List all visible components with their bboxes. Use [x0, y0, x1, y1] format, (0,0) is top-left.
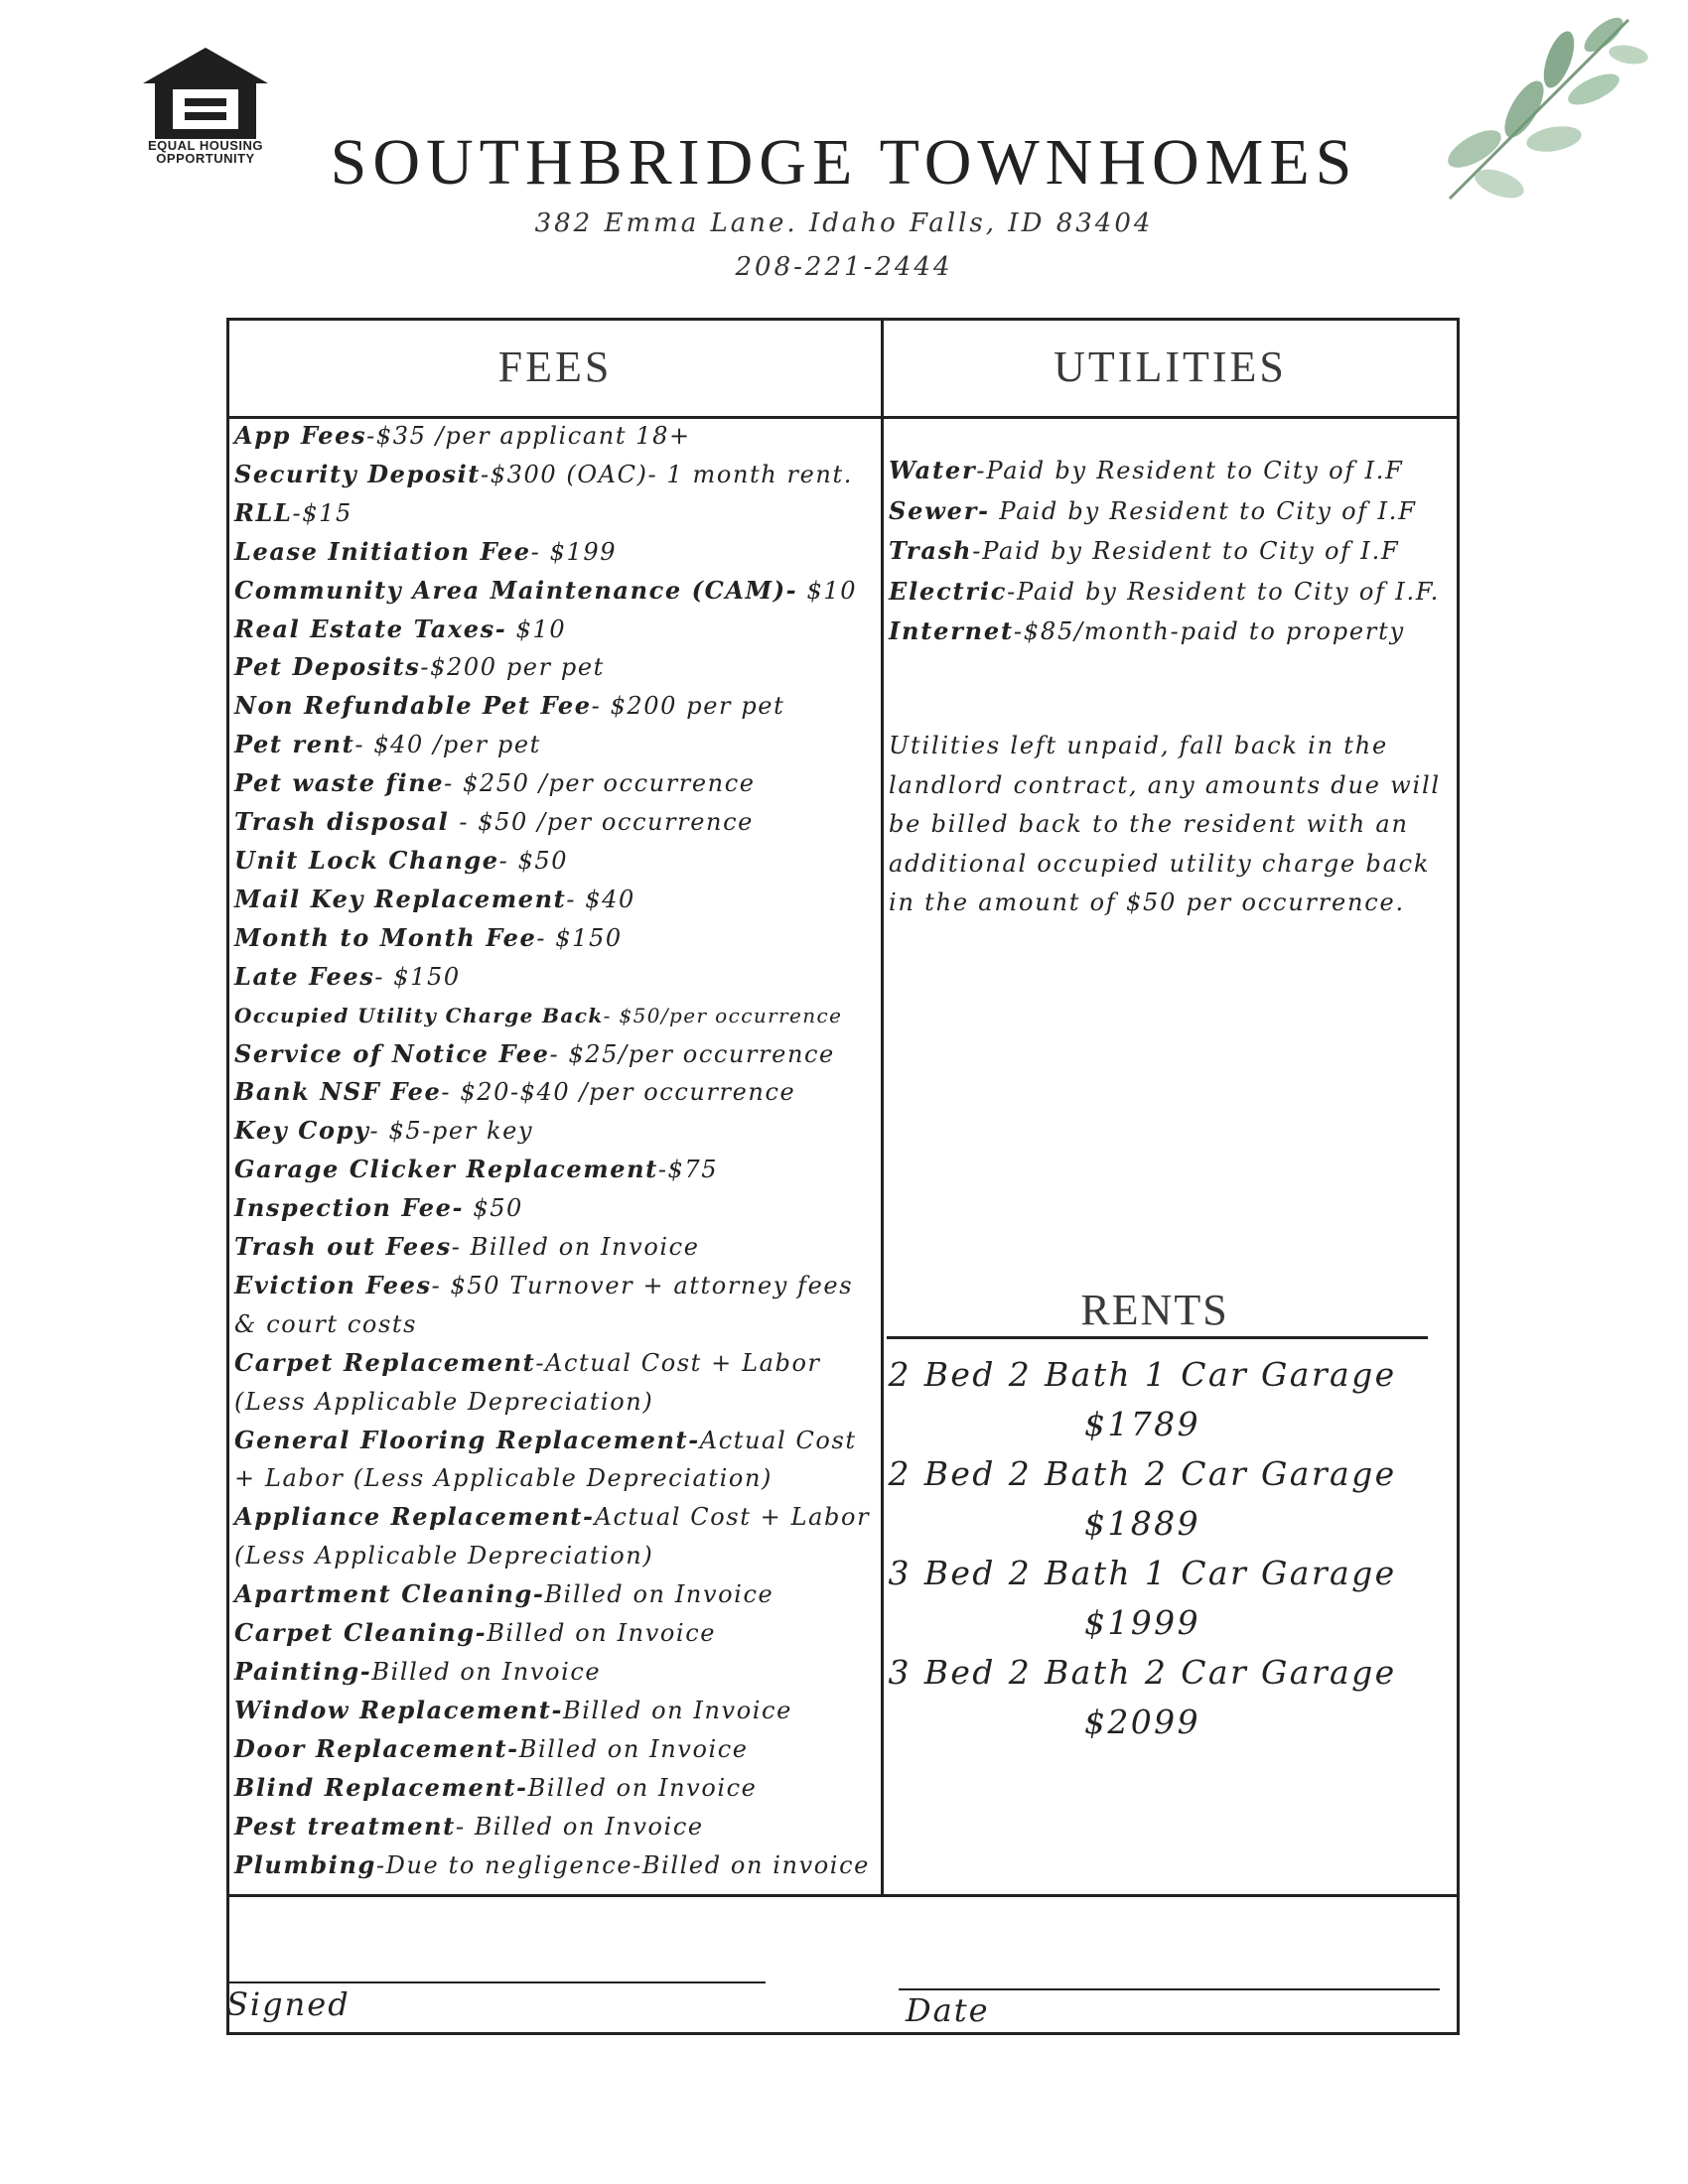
fee-item	[234, 1575, 875, 1614]
utility-item	[889, 491, 1450, 532]
fee-item	[234, 1422, 875, 1499]
fee-item	[234, 1189, 875, 1228]
fee-value: -$300 (OAC)- 1 month rent.	[481, 460, 853, 488]
fee-item	[234, 842, 875, 881]
fee-value: Actual Cost + Labor (Less Applicable Depreciation)	[234, 1426, 857, 1493]
fee-item	[234, 1151, 875, 1189]
fee-label: Apartment Cleaning-	[234, 1579, 545, 1609]
utilities-heading: UTILITIES	[1054, 342, 1287, 391]
fee-value: - $5-per key	[369, 1117, 534, 1146]
fees-list	[234, 417, 875, 1884]
fee-label: Mail Key Replacement	[234, 884, 567, 913]
signed-label: Signed	[226, 1985, 351, 2023]
fee-item	[234, 803, 875, 842]
fee-value: Actual Cost + Labor (Less Applicable Depreciation)	[234, 1503, 871, 1570]
fee-value: Billed on Invoice	[371, 1658, 602, 1686]
fee-item	[234, 726, 875, 764]
rents-list	[887, 1350, 1398, 1747]
fee-value: - $50/per occurrence	[603, 1003, 843, 1027]
fee-value: $10	[797, 576, 858, 605]
fee-item	[234, 1808, 875, 1846]
fee-item	[234, 1769, 875, 1808]
fee-value: - $150	[374, 962, 461, 991]
fee-value: - $50 Turnover + attorney fees & court costs	[234, 1271, 854, 1338]
fee-item	[234, 1344, 875, 1422]
utility-value: -Paid by Resident to City of I.F.	[1007, 577, 1441, 606]
fee-value: - $199	[530, 537, 618, 566]
fee-value: - $150	[536, 923, 623, 952]
rent-unit: 2 Bed 2 Bath 2 Car Garage	[888, 1454, 1397, 1493]
date-label: Date	[906, 1991, 990, 2029]
fee-label: Real Estate Taxes-	[234, 614, 507, 643]
fee-value: - $20-$40 /per occurrence	[441, 1078, 796, 1107]
fee-item	[234, 687, 875, 726]
column-divider	[881, 318, 884, 1896]
fee-label: Key Copy	[234, 1116, 370, 1146]
utility-value: Paid by Resident to City of I.F	[989, 496, 1417, 525]
fee-value: - $250 /per occurrence	[444, 769, 756, 798]
fee-item	[234, 997, 875, 1035]
fee-item	[234, 611, 875, 649]
fee-label: Security Deposit	[234, 459, 481, 488]
fee-item	[234, 572, 875, 611]
fee-item	[234, 1730, 875, 1769]
fee-label: Trash out Fees	[234, 1232, 452, 1262]
fee-label: Blind Replacement-	[234, 1772, 528, 1802]
fee-item	[234, 1692, 875, 1730]
fee-item	[234, 533, 875, 572]
fee-label: Service of Notice Fee	[234, 1038, 550, 1068]
fee-value: -$200 per pet	[420, 653, 605, 682]
fee-value: -Actual Cost + Labor (Less Applicable Depreciation)	[234, 1348, 821, 1416]
property-address: 382 Emma Lane. Idaho Falls, ID 83404	[534, 208, 1154, 238]
fee-item	[234, 1653, 875, 1692]
fee-label: Garage Clicker Replacement	[234, 1155, 658, 1184]
rent-price: $2099	[1084, 1703, 1200, 1741]
fee-value: -$15	[292, 498, 352, 527]
fee-value: - Billed on Invoice	[455, 1812, 704, 1841]
rent-price: $1889	[1084, 1504, 1200, 1543]
rent-unit: 3 Bed 2 Bath 2 Car Garage	[888, 1653, 1397, 1692]
fee-item	[234, 417, 875, 456]
fee-value: - $50	[498, 846, 569, 875]
fee-item	[234, 1498, 875, 1575]
fees-heading: FEES	[497, 342, 613, 391]
fee-label: Lease Initiation Fee	[234, 536, 531, 566]
fee-item	[234, 919, 875, 958]
fee-label: General Flooring Replacement-	[234, 1425, 700, 1454]
fee-item	[234, 494, 875, 533]
fee-label: RLL	[234, 497, 293, 527]
fee-label: Plumbing	[234, 1849, 376, 1879]
fee-label: Carpet Replacement	[234, 1347, 536, 1377]
property-phone: 208-221-2444	[735, 252, 953, 282]
fee-value: -Due to negligence-Billed on invoice	[375, 1850, 870, 1879]
fee-item	[234, 648, 875, 687]
fee-label: Occupied Utility Charge Back	[234, 1003, 604, 1027]
utility-item	[889, 531, 1450, 572]
fee-value: Billed on Invoice	[518, 1734, 749, 1763]
fee-item	[234, 1267, 875, 1344]
fee-value: $10	[506, 614, 567, 643]
fee-label: Painting-	[234, 1657, 372, 1686]
utility-value: -Paid by Resident to City of I.F	[976, 457, 1404, 484]
signature-line[interactable]	[226, 1981, 766, 1983]
utility-label: Electric	[889, 576, 1008, 606]
fee-label: Window Replacement-	[234, 1695, 564, 1724]
rent-unit: 3 Bed 2 Bath 1 Car Garage	[888, 1554, 1397, 1592]
fee-label: Bank NSF Fee	[234, 1077, 442, 1107]
fee-item	[234, 456, 875, 494]
utility-label: Trash	[889, 536, 973, 565]
fee-item	[234, 958, 875, 997]
fee-item	[234, 1112, 875, 1151]
utility-label: Internet	[889, 616, 1014, 645]
fee-label: Late Fees	[234, 961, 375, 991]
fee-value: - $40	[566, 885, 635, 913]
fee-item	[234, 764, 875, 803]
fee-value: Billed on Invoice	[563, 1696, 792, 1724]
logo-text-line2: OPPORTUNITY	[156, 151, 255, 166]
rents-underline	[887, 1336, 1428, 1339]
fee-item	[234, 1035, 875, 1074]
fee-label: Trash disposal	[234, 807, 460, 837]
utility-value: -$85/month-paid to property	[1013, 617, 1405, 645]
fee-label: Eviction Fees	[234, 1270, 432, 1299]
fee-label: Appliance Replacement-	[234, 1502, 595, 1532]
fee-item	[234, 1228, 875, 1267]
utility-item	[889, 451, 1450, 491]
fee-label: Non Refundable Pet Fee	[234, 691, 592, 721]
fee-value: $50	[464, 1194, 523, 1223]
utility-label: Sewer-	[889, 495, 990, 525]
fee-value: - $40 /per pet	[354, 731, 541, 759]
fee-label: App Fees	[234, 421, 367, 450]
utility-item	[889, 572, 1450, 613]
fee-label: Door Replacement-	[234, 1733, 519, 1763]
utilities-list	[889, 451, 1450, 652]
fee-label: Month to Month Fee	[234, 922, 537, 952]
page-title: SOUTHBRIDGE TOWNHOMES	[330, 126, 1358, 199]
rent-price: $1999	[1084, 1603, 1200, 1642]
rent-unit: 2 Bed 2 Bath 1 Car Garage	[888, 1355, 1397, 1394]
rent-price: $1789	[1084, 1405, 1200, 1443]
fee-label: Pet waste fine	[234, 768, 445, 798]
fee-value: - $50 /per occurrence	[459, 808, 754, 837]
fee-value: - $200 per pet	[591, 692, 785, 721]
fee-label: Carpet Cleaning-	[234, 1618, 488, 1648]
fee-label: Pest treatment	[234, 1811, 456, 1841]
fee-value: - Billed on Invoice	[451, 1233, 700, 1262]
date-line[interactable]	[899, 1988, 1440, 1990]
fee-value: Billed on Invoice	[487, 1619, 717, 1648]
fee-item	[234, 881, 875, 919]
fee-value: Billed on Invoice	[544, 1580, 774, 1609]
fee-value: Billed on Invoice	[527, 1773, 758, 1802]
fee-value: -$75	[657, 1156, 719, 1184]
utility-label: Water	[889, 456, 977, 484]
utilities-note: Utilities left unpaid, fall back in the landlord contract, any amounts due will be billed back to the resident with an additional occupied utility charge back in the amount of $50 per occurrence.	[889, 732, 1441, 916]
rents-heading: RENTS	[1080, 1286, 1229, 1334]
logo-text-line1: EQUAL HOUSING	[147, 138, 264, 153]
utility-value: -Paid by Resident to City of I.F	[972, 537, 1400, 565]
fee-label: Inspection Fee-	[234, 1193, 465, 1223]
fee-item	[234, 1073, 875, 1112]
utility-item	[889, 612, 1450, 652]
fee-label: Pet Deposits	[234, 652, 421, 682]
signature-divider	[226, 1894, 1460, 1897]
fee-value: -$35 /per applicant 18+	[366, 422, 691, 450]
fee-label: Community Area Maintenance (CAM)-	[234, 575, 798, 605]
fee-item	[234, 1614, 875, 1653]
fee-item	[234, 1846, 875, 1885]
fee-label: Pet rent	[234, 730, 355, 759]
fee-value: - $25/per occurrence	[549, 1039, 835, 1068]
fee-label: Unit Lock Change	[234, 845, 499, 875]
